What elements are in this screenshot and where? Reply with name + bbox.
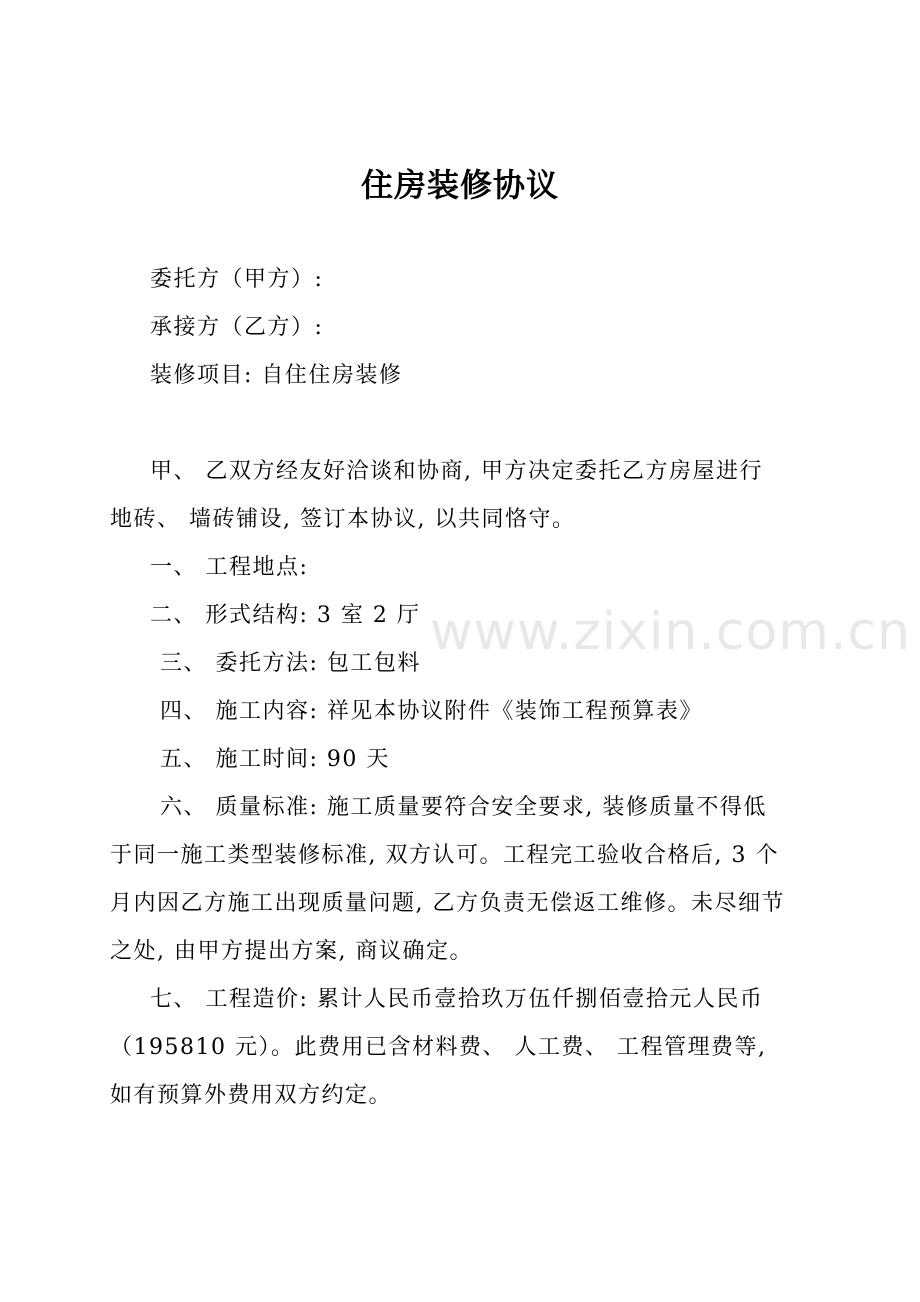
party-b-line: 承接方（乙方）: [150,315,324,340]
clause-7-line-1: 七、 工程造价: 累计人民币壹拾玖万伍仟捌佰壹拾元人民币 [150,987,764,1012]
clause-6-line-4: 之处, 由甲方提出方案, 商议确定。 [110,939,473,964]
watermark-text: www.zixin.com.cn [430,602,911,662]
clause-7-line-3: 如有预算外费用双方约定。 [110,1083,393,1108]
clause-7-line-2: （195810 元）。此费用已含材料费、 人工费、 工程管理费等, [110,1035,767,1060]
intro-paragraph-line-1: 甲、 乙双方经友好洽谈和协商, 甲方决定委托乙方房屋进行 [150,459,763,484]
clause-2: 二、 形式结构: 3 室 2 厅 [150,603,421,628]
project-line: 装修项目: 自住住房装修 [150,363,403,388]
intro-paragraph-line-2: 地砖、 墙砖铺设, 签订本协议, 以共同恪守。 [110,507,576,532]
clause-5: 五、 施工时间: 90 天 [160,747,390,772]
clause-6-line-3: 月内因乙方施工出现质量问题, 乙方负责无偿返工维修。未尽细节 [110,891,785,916]
document-title: 住房装修协议 [360,166,559,204]
clause-6-line-1: 六、 质量标准: 施工质量要符合安全要求, 装修质量不得低 [160,795,767,820]
clause-4: 四、 施工内容: 祥见本协议附件《装饰工程预算表》 [160,699,703,724]
clause-1: 一、 工程地点: [150,555,309,580]
clause-3: 三、 委托方法: 包工包料 [160,651,421,676]
clause-6-line-2: 于同一施工类型装修标准, 双方认可。工程完工验收合格后, 3 个 [110,843,779,868]
party-a-line: 委托方（甲方）: [150,267,324,292]
